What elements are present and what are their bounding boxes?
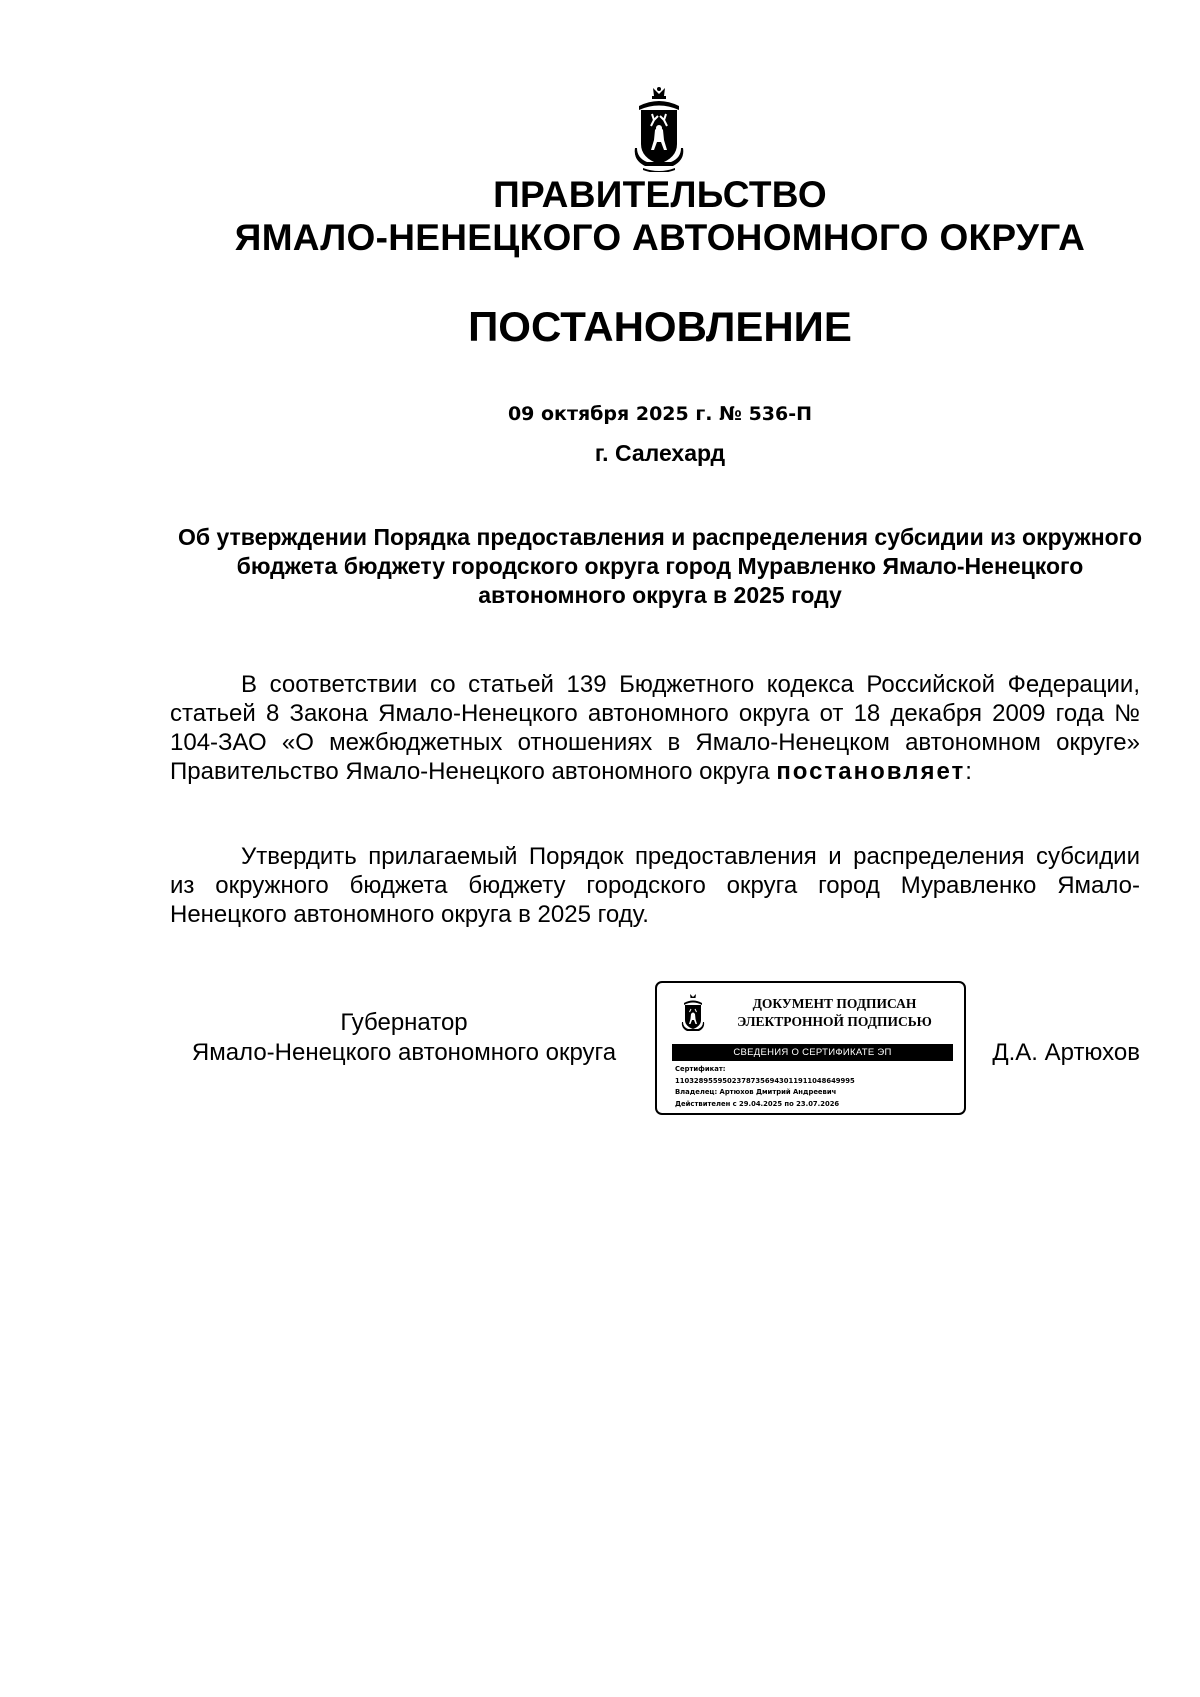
certificate-label: Сертификат: bbox=[675, 1065, 726, 1073]
body-paragraph-1-end: : bbox=[965, 758, 972, 785]
decree-verb: постановляет bbox=[776, 758, 966, 785]
certificate-validity: Действителен с 29.04.2025 по 23.07.2026 bbox=[675, 1099, 840, 1108]
certificate-number: 11032895595023787356943011911048649995 bbox=[675, 1076, 855, 1085]
body-paragraph-1 bbox=[170, 670, 1140, 786]
signatory-position bbox=[170, 1008, 638, 1068]
coat-of-arms-icon bbox=[680, 993, 706, 1033]
signatory-position-line1: Губернатор bbox=[340, 1009, 468, 1036]
stamp-title-line1: ДОКУМЕНТ ПОДПИСАН bbox=[752, 996, 917, 1011]
government-name-line1: ПРАВИТЕЛЬСТВО bbox=[493, 174, 827, 215]
stamp-title bbox=[717, 995, 952, 1031]
document-city: г. Салехард bbox=[594, 440, 726, 466]
signatory-name: Д.А. Артюхов bbox=[992, 1039, 1140, 1066]
government-name-line2: ЯМАЛО-НЕНЕЦКОГО АВТОНОМНОГО ОКРУГА bbox=[234, 217, 1086, 258]
body-paragraph-2: Утвердить прилагаемый Порядок предоставления и распределения субсидии из окружного бюджета бюджету городского округа город Муравленко Ямало-Ненецкого автономного округа в 2025 году. bbox=[170, 843, 1140, 928]
certificate-owner: Владелец: Артюхов Дмитрий Андреевич bbox=[675, 1088, 837, 1096]
certificate-info-bar: СВЕДЕНИЯ О СЕРТИФИКАТЕ ЭП bbox=[672, 1044, 953, 1061]
document-date-number: 09 октября 2025 г. № 536-П bbox=[507, 403, 813, 425]
signatory-position-line2: Ямало-Ненецкого автономного округа bbox=[191, 1039, 617, 1066]
electronic-signature-stamp bbox=[655, 981, 966, 1115]
body-paragraph-1-text: В соответствии со статьей 139 Бюджетного кодекса Российской Федерации, статьей 8 Закона Ямало-Ненецкого автономного округа от 18 декабря 2009 года № 104-ЗАО «О межбюджетных отношениях в Ямало-Ненецком автономном округе» Правительство Ямало-Ненецкого автономного округа bbox=[170, 671, 1140, 785]
document-subject: Об утверждении Порядка предоставления и распределения субсидии из окружного бюджета бюджету городского округа город Муравленко Ямало-Ненецкого автономного округа в 2025 году bbox=[177, 524, 1143, 608]
document-type: ПОСТАНОВЛЕНИЕ bbox=[468, 303, 852, 350]
coat-of-arms-icon bbox=[631, 86, 687, 172]
stamp-title-line2: ЭЛЕКТРОННОЙ ПОДПИСЬЮ bbox=[737, 1014, 932, 1029]
certificate-details bbox=[675, 1064, 955, 1110]
